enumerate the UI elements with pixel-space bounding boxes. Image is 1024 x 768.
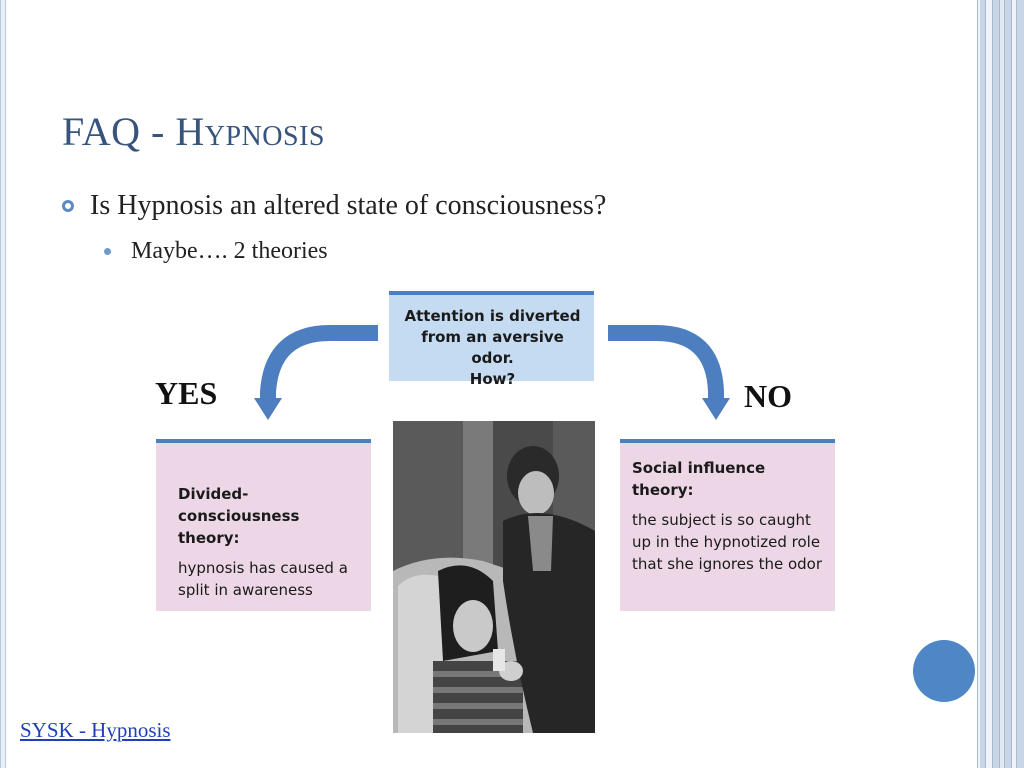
- right-arrowhead-icon: [702, 398, 730, 420]
- sub-bullet-theories: [104, 238, 328, 265]
- ring-bullet-icon: [62, 200, 74, 212]
- yes-label: YES: [155, 375, 218, 411]
- bullet-question-text: Is Hypnosis an altered state of consciousness?: [90, 190, 607, 221]
- divided-consciousness-body: hypnosis has caused a split in awareness: [178, 559, 348, 599]
- slide-frame-left: [0, 0, 6, 768]
- social-influence-body: the subject is so caught up in the hypnotized role that she ignores the odor: [632, 511, 822, 573]
- social-influence-box: [620, 439, 835, 611]
- hypnosis-session-photo: [393, 421, 595, 733]
- question-line-3: How?: [469, 370, 516, 388]
- slide-frame-right: [977, 0, 1024, 768]
- right-curved-arrow-icon: [608, 333, 716, 398]
- divided-consciousness-box: [156, 439, 371, 611]
- dot-bullet-icon: [104, 248, 111, 255]
- slide-title: FAQ - Hypnosis: [62, 109, 325, 154]
- sysk-hypnosis-link[interactable]: SYSK - Hypnosis: [20, 718, 171, 742]
- bullet-question: [62, 190, 606, 222]
- divided-consciousness-heading: Divided-consciousness theory:: [178, 485, 300, 547]
- question-line-1: Attention is diverted: [404, 307, 581, 325]
- left-curved-arrow-icon: [268, 333, 378, 398]
- left-arrowhead-icon: [254, 398, 282, 420]
- no-label: NO: [744, 378, 792, 414]
- diagram-question-box: [389, 291, 594, 388]
- question-line-2: from an aversive odor.: [421, 328, 564, 367]
- sub-bullet-text: Maybe…. 2 theories: [131, 238, 328, 264]
- social-influence-heading: Social influence theory:: [632, 459, 766, 499]
- decorative-circle: [913, 640, 975, 702]
